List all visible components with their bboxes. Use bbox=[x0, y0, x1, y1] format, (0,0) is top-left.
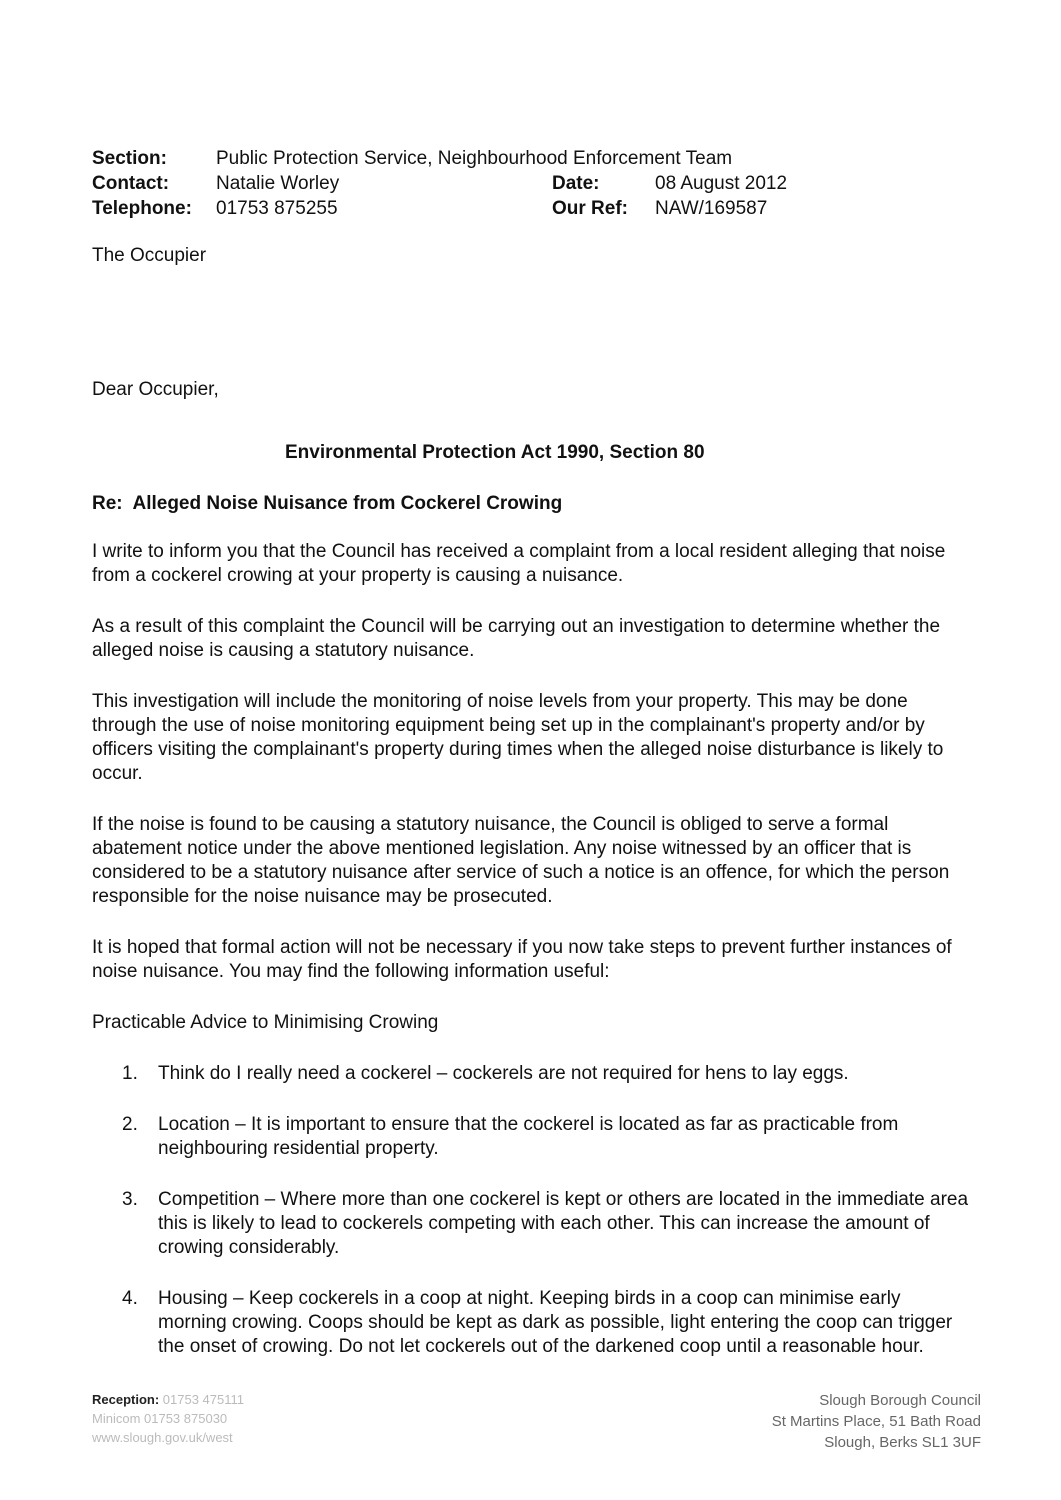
item-number: 4. bbox=[122, 1288, 138, 1309]
contact-value: Natalie Worley bbox=[216, 173, 340, 194]
date-value: 08 August 2012 bbox=[655, 173, 788, 194]
letter-body bbox=[92, 540, 972, 1386]
footer-address bbox=[772, 1390, 981, 1453]
paragraph: I write to inform you that the Council has received a complaint from a local resident alleging that noise from a cockerel crowing at your property is causing a nuisance. bbox=[92, 541, 946, 586]
advice-list bbox=[92, 1062, 972, 1359]
subject-line: Re: Alleged Noise Nuisance from Cockerel Crowing bbox=[92, 493, 563, 514]
item-text: Competition – Where more than one cockerel is kept or others are located in the immediate area this is likely to lead to cockerels competing with each other. This can increase the amount of crowing considerably. bbox=[158, 1189, 969, 1258]
reception-value: 01753 475111 bbox=[162, 1392, 245, 1407]
advice-item bbox=[92, 1062, 972, 1086]
advice-heading: Practicable Advice to Minimising Crowing bbox=[92, 1012, 439, 1033]
advice-item bbox=[92, 1287, 972, 1359]
section-value: Public Protection Service, Neighbourhood Enforcement Team bbox=[216, 148, 733, 169]
reception-label: Reception: bbox=[92, 1392, 160, 1407]
paragraph: This investigation will include the monitoring of noise levels from your property. This may be done through the use of noise monitoring equipment being set up in the complainant's property and/or by officers visiting the complainant's property during times when the alleged noise disturbance is likely to occur. bbox=[92, 691, 944, 784]
telephone-label: Telephone: bbox=[92, 198, 192, 219]
address-line: St Martins Place, 51 Bath Road bbox=[771, 1413, 981, 1430]
recipient: The Occupier bbox=[92, 245, 207, 266]
item-text: Location – It is important to ensure that the cockerel is located as far as practicable from neighbouring residential property. bbox=[158, 1114, 899, 1159]
paragraph: If the noise is found to be causing a statutory nuisance, the Council is obliged to serve a formal abatement notice under the above mentioned legislation. Any noise witnessed by an officer that is considered to be a statutory nuisance after service of such a notice is an offence, for which the person responsible for the noise nuisance may be prosecuted. bbox=[92, 814, 950, 907]
council-name: Slough Borough Council bbox=[819, 1392, 981, 1409]
web-line: www.slough.gov.uk/west bbox=[92, 1430, 233, 1445]
paragraph: As a result of this complaint the Council will be carrying out an investigation to determine whether the alleged noise is causing a statutory nuisance. bbox=[92, 616, 941, 661]
section-label: Section: bbox=[92, 148, 167, 169]
ref-value: NAW/169587 bbox=[655, 198, 768, 219]
address-line: Slough, Berks SL1 3UF bbox=[824, 1434, 981, 1451]
advice-item bbox=[92, 1113, 972, 1161]
item-number: 2. bbox=[122, 1114, 138, 1135]
paragraph: It is hoped that formal action will not be necessary if you now take steps to prevent further instances of noise nuisance. You may find the following information useful: bbox=[92, 937, 952, 982]
telephone-value: 01753 875255 bbox=[216, 198, 338, 219]
item-number: 3. bbox=[122, 1189, 138, 1210]
minicom-line: Minicom 01753 875030 bbox=[92, 1411, 228, 1426]
item-number: 1. bbox=[122, 1063, 138, 1084]
advice-item bbox=[92, 1188, 972, 1260]
salutation: Dear Occupier, bbox=[92, 379, 219, 400]
date-label: Date: bbox=[552, 173, 600, 194]
act-heading: Environmental Protection Act 1990, Section 80 bbox=[285, 442, 705, 463]
ref-label: Our Ref: bbox=[552, 198, 628, 219]
item-text: Housing – Keep cockerels in a coop at night. Keeping birds in a coop can minimise early morning crowing. Coops should be kept as dark as possible, light entering the coop can trigger the onset of crowing. Do not let cockerels out of the darkened coop until a reasonable hour. bbox=[158, 1288, 953, 1357]
item-text: Think do I really need a cockerel – cockerels are not required for hens to lay eggs. bbox=[158, 1063, 849, 1084]
contact-label: Contact: bbox=[92, 173, 170, 194]
footer-contact bbox=[92, 1390, 244, 1447]
